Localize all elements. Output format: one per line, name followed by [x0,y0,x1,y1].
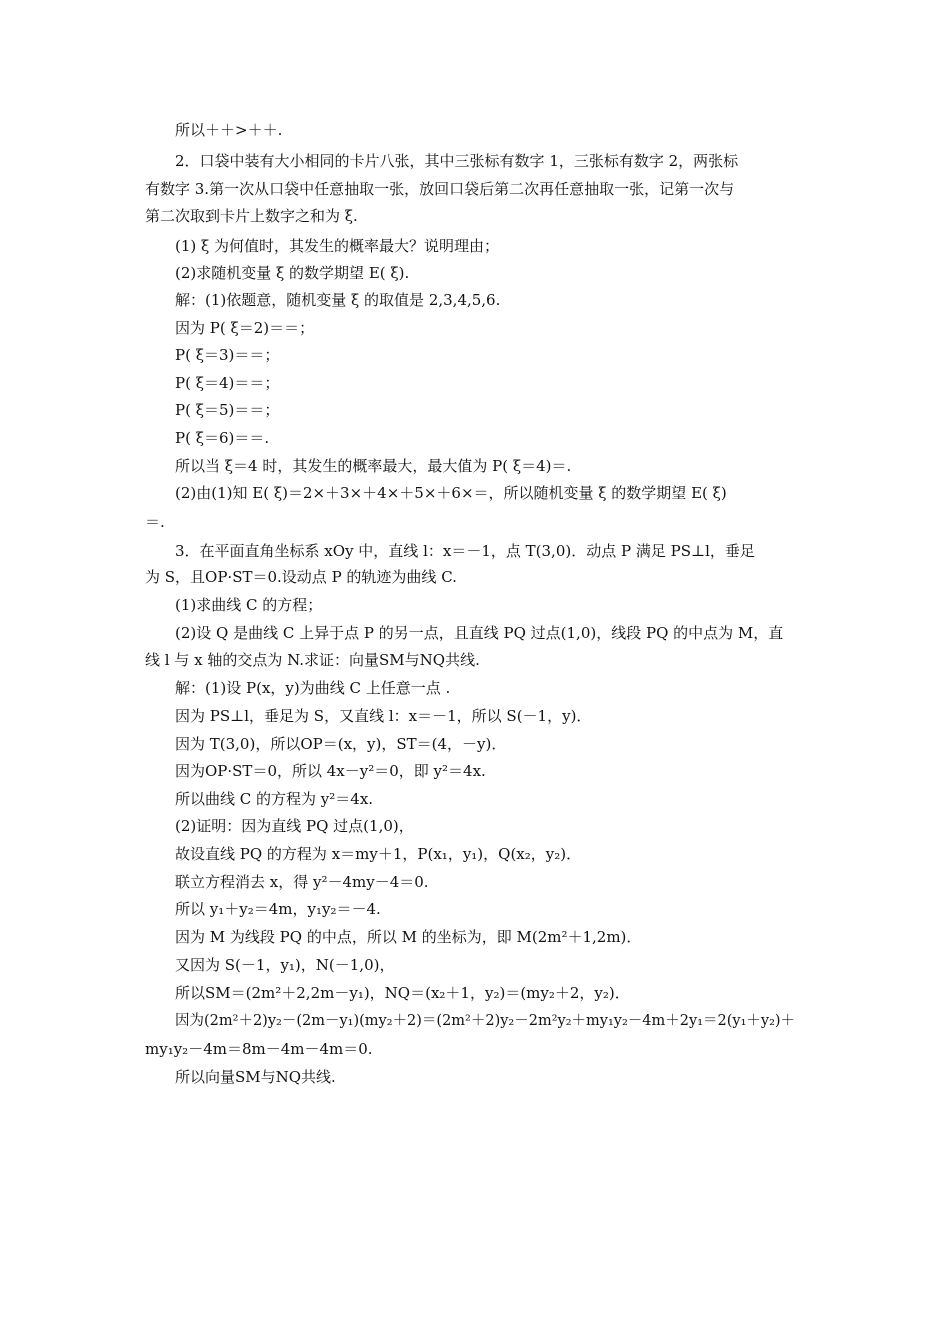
text-line: (2)由(1)知 E( ξ)＝2×＋3×＋4×＋5×＋6×＝，所以随机变量 ξ 的数学期望 E( ξ) [175,484,727,502]
text-line: 为 S，且OP·ST＝0.设动点 P 的轨迹为曲线 C. [145,568,457,586]
text-line: 所以＋＋>＋＋. [175,121,283,139]
text-line: 因为 M 为线段 PQ 的中点，所以 M 的坐标为，即 M(2m²＋1,2m)． [175,928,642,946]
text-line: 第二次取到卡片上数字之和为 ξ. [145,207,358,225]
text-line: 解：(1)设 P(x，y)为曲线 C 上任意一点 . [175,679,451,697]
text-line: 3．在平面直角坐标系 xOy 中，直线 l：x＝－1，点 T(3,0)．动点 P 满足 PS⊥l，垂足 [175,542,755,560]
text-line: P( ξ＝6)＝＝. [175,429,270,447]
text-line: (1) ξ 为何值时，其发生的概率最大？说明理由； [175,237,500,255]
text-line: 因为 P( ξ＝2)＝＝； [175,319,315,337]
text-line: 故设直线 PQ 的方程为 x＝my＋1，P(x₁，y₁)，Q(x₂，y₂)． [175,845,582,863]
text-line: P( ξ＝5)＝＝； [175,401,280,419]
text-line: (1)求曲线 C 的方程； [175,596,323,614]
text-line: 因为 T(3,0)，所以OP＝(x，y)，ST＝(4，－y)． [175,735,507,753]
text-line: 因为 PS⊥l，垂足为 S，又直线 l：x＝－1，所以 S(－1，y)． [175,707,592,725]
text-line: 2．口袋中装有大小相同的卡片八张，其中三张标有数字 1，三张标有数字 2，两张标 [175,152,739,170]
text-line: 线 l 与 x 轴的交点为 N.求证：向量SM与NQ共线. [145,651,480,669]
text-line: 解：(1)依题意，随机变量 ξ 的取值是 2,3,4,5,6. [175,291,501,309]
text-line: 因为(2m²＋2)y₂－(2m－y₁)(my₂＋2)＝(2m²＋2)y₂－2m²y₂＋my₁y₂－4m＋2y₁＝2(y₁＋y₂)＋ [175,1013,796,1029]
text-line: (2)证明：因为直线 PQ 过点(1,0)， [175,817,414,835]
text-line: (2)求随机变量 ξ 的数学期望 E( ξ). [175,264,410,282]
text-line: my₁y₂－4m＝8m－4m－4m＝0. [145,1040,373,1058]
text-line: 所以 y₁＋y₂＝4m，y₁y₂＝－4. [175,900,381,918]
text-line: ＝. [145,513,165,531]
text-line: 有数字 3.第一次从口袋中任意抽取一张，放回口袋后第二次再任意抽取一张，记第一次与 [145,180,735,198]
text-line: 因为OP·ST＝0，所以 4x－y²＝0，即 y²＝4x. [175,762,486,780]
text-line: 又因为 S(－1，y₁)，N(－1,0)， [175,956,395,974]
text-line: 所以当 ξ＝4 时，其发生的概率最大，最大值为 P( ξ＝4)＝. [175,457,572,475]
text-line: P( ξ＝3)＝＝； [175,346,280,364]
text-line: P( ξ＝4)＝＝； [175,374,280,392]
text-line: 所以SM＝(2m²＋2,2m－y₁)，NQ＝(x₂＋1，y₂)＝(my₂＋2，y₂)． [175,984,630,1002]
text-line: 所以曲线 C 的方程为 y²＝4x. [175,790,374,808]
text-line: 所以向量SM与NQ共线. [175,1068,336,1086]
text-line: (2)设 Q 是曲线 C 上异于点 P 的另一点，且直线 PQ 过点(1,0)，线段 PQ 的中点为 M，直 [175,624,784,642]
text-line: 联立方程消去 x，得 y²－4my－4＝0. [175,873,429,891]
